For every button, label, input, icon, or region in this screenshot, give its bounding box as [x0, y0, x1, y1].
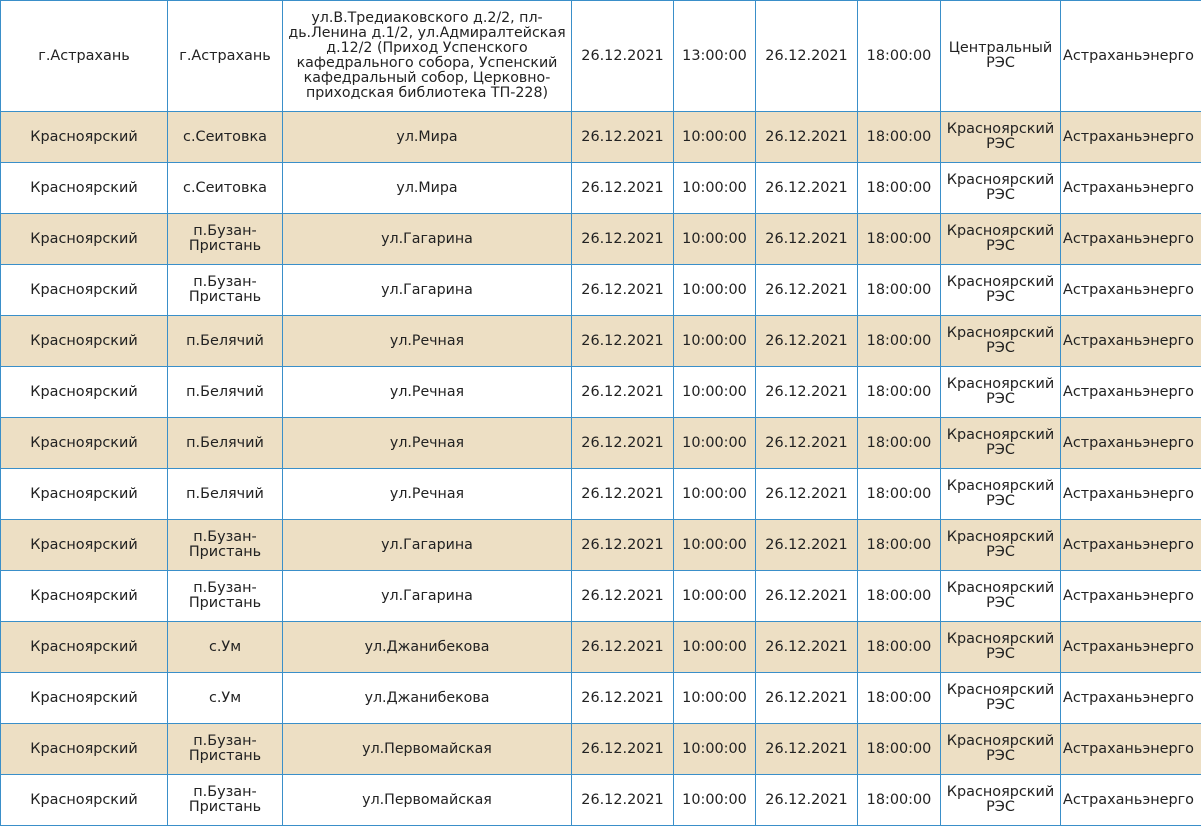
organization-cell: Астраханьэнерго: [1061, 622, 1201, 673]
locality-cell: п.Белячий: [168, 316, 283, 367]
start-date-cell: 26.12.2021: [572, 418, 674, 469]
res-cell: Центральный РЭС: [941, 1, 1061, 112]
end-date-cell: 26.12.2021: [756, 469, 858, 520]
res-cell: Красноярский РЭС: [941, 418, 1061, 469]
start-date-cell: 26.12.2021: [572, 214, 674, 265]
locality-cell: с.Сеитовка: [168, 163, 283, 214]
table-row: [1, 316, 1201, 367]
organization-cell: Астраханьэнерго: [1061, 112, 1201, 163]
end-time-cell: 18:00:00: [858, 316, 941, 367]
res-cell: Красноярский РЭС: [941, 469, 1061, 520]
end-time-cell: 18:00:00: [858, 622, 941, 673]
district-cell: Красноярский: [1, 724, 168, 775]
locality-cell: г.Астрахань: [168, 1, 283, 112]
start-time-cell: 10:00:00: [674, 265, 756, 316]
address-cell: ул.Гагарина: [283, 520, 572, 571]
start-time-cell: 10:00:00: [674, 775, 756, 826]
start-time-cell: 10:00:00: [674, 520, 756, 571]
end-date-cell: 26.12.2021: [756, 1, 858, 112]
res-cell: Красноярский РЭС: [941, 520, 1061, 571]
address-cell: ул.Первомайская: [283, 775, 572, 826]
start-date-cell: 26.12.2021: [572, 520, 674, 571]
address-cell: ул.Гагарина: [283, 214, 572, 265]
table-row: [1, 214, 1201, 265]
start-time-cell: 10:00:00: [674, 163, 756, 214]
locality-cell: п.Бузан-Пристань: [168, 214, 283, 265]
start-time-cell: 10:00:00: [674, 571, 756, 622]
locality-cell: с.Ум: [168, 673, 283, 724]
end-date-cell: 26.12.2021: [756, 622, 858, 673]
start-time-cell: 13:00:00: [674, 1, 756, 112]
start-time-cell: 10:00:00: [674, 367, 756, 418]
start-date-cell: 26.12.2021: [572, 724, 674, 775]
start-date-cell: 26.12.2021: [572, 112, 674, 163]
res-cell: Красноярский РЭС: [941, 724, 1061, 775]
res-cell: Красноярский РЭС: [941, 571, 1061, 622]
end-date-cell: 26.12.2021: [756, 265, 858, 316]
address-cell: ул.В.Тредиаковского д.2/2, пл-дь.Ленина д.1/2, ул.Адмиралтейская д.12/2 (Приход Успенского кафедрального собора, Успенский кафедральный собор, Церковно-приходская библиотека ТП-228): [283, 1, 572, 112]
organization-cell: Астраханьэнерго: [1061, 673, 1201, 724]
start-date-cell: 26.12.2021: [572, 622, 674, 673]
address-cell: ул.Речная: [283, 469, 572, 520]
table-row: [1, 673, 1201, 724]
end-date-cell: 26.12.2021: [756, 571, 858, 622]
table-row: [1, 469, 1201, 520]
district-cell: Красноярский: [1, 112, 168, 163]
end-date-cell: 26.12.2021: [756, 775, 858, 826]
res-cell: Красноярский РЭС: [941, 775, 1061, 826]
res-cell: Красноярский РЭС: [941, 265, 1061, 316]
end-time-cell: 18:00:00: [858, 571, 941, 622]
start-date-cell: 26.12.2021: [572, 367, 674, 418]
table-row: [1, 367, 1201, 418]
address-cell: ул.Гагарина: [283, 571, 572, 622]
table-row: [1, 775, 1201, 826]
district-cell: г.Астрахань: [1, 1, 168, 112]
res-cell: Красноярский РЭС: [941, 163, 1061, 214]
organization-cell: Астраханьэнерго: [1061, 316, 1201, 367]
start-date-cell: 26.12.2021: [572, 469, 674, 520]
organization-cell: Астраханьэнерго: [1061, 367, 1201, 418]
organization-cell: Астраханьэнерго: [1061, 214, 1201, 265]
district-cell: Красноярский: [1, 418, 168, 469]
locality-cell: п.Бузан-Пристань: [168, 775, 283, 826]
organization-cell: Астраханьэнерго: [1061, 1, 1201, 112]
district-cell: Красноярский: [1, 214, 168, 265]
organization-cell: Астраханьэнерго: [1061, 163, 1201, 214]
district-cell: Красноярский: [1, 775, 168, 826]
end-date-cell: 26.12.2021: [756, 367, 858, 418]
end-time-cell: 18:00:00: [858, 673, 941, 724]
end-time-cell: 18:00:00: [858, 163, 941, 214]
res-cell: Красноярский РЭС: [941, 214, 1061, 265]
address-cell: ул.Гагарина: [283, 265, 572, 316]
organization-cell: Астраханьэнерго: [1061, 571, 1201, 622]
organization-cell: Астраханьэнерго: [1061, 469, 1201, 520]
table-row: [1, 724, 1201, 775]
table-row: [1, 265, 1201, 316]
district-cell: Красноярский: [1, 520, 168, 571]
table-row: [1, 112, 1201, 163]
start-date-cell: 26.12.2021: [572, 1, 674, 112]
start-date-cell: 26.12.2021: [572, 265, 674, 316]
res-cell: Красноярский РЭС: [941, 622, 1061, 673]
address-cell: ул.Мира: [283, 163, 572, 214]
res-cell: Красноярский РЭС: [941, 673, 1061, 724]
locality-cell: с.Сеитовка: [168, 112, 283, 163]
locality-cell: п.Бузан-Пристань: [168, 265, 283, 316]
start-time-cell: 10:00:00: [674, 112, 756, 163]
start-time-cell: 10:00:00: [674, 214, 756, 265]
end-time-cell: 18:00:00: [858, 724, 941, 775]
end-time-cell: 18:00:00: [858, 367, 941, 418]
table-row: [1, 571, 1201, 622]
table-row: [1, 1, 1201, 112]
organization-cell: Астраханьэнерго: [1061, 775, 1201, 826]
organization-cell: Астраханьэнерго: [1061, 418, 1201, 469]
end-date-cell: 26.12.2021: [756, 214, 858, 265]
start-time-cell: 10:00:00: [674, 316, 756, 367]
district-cell: Красноярский: [1, 316, 168, 367]
locality-cell: п.Бузан-Пристань: [168, 520, 283, 571]
end-date-cell: 26.12.2021: [756, 112, 858, 163]
district-cell: Красноярский: [1, 673, 168, 724]
start-time-cell: 10:00:00: [674, 673, 756, 724]
end-date-cell: 26.12.2021: [756, 520, 858, 571]
table-row: [1, 520, 1201, 571]
locality-cell: п.Белячий: [168, 469, 283, 520]
locality-cell: п.Бузан-Пристань: [168, 724, 283, 775]
locality-cell: с.Ум: [168, 622, 283, 673]
start-date-cell: 26.12.2021: [572, 673, 674, 724]
district-cell: Красноярский: [1, 163, 168, 214]
organization-cell: Астраханьэнерго: [1061, 520, 1201, 571]
locality-cell: п.Белячий: [168, 367, 283, 418]
start-time-cell: 10:00:00: [674, 418, 756, 469]
district-cell: Красноярский: [1, 469, 168, 520]
address-cell: ул.Речная: [283, 418, 572, 469]
start-time-cell: 10:00:00: [674, 724, 756, 775]
start-date-cell: 26.12.2021: [572, 571, 674, 622]
organization-cell: Астраханьэнерго: [1061, 265, 1201, 316]
res-cell: Красноярский РЭС: [941, 367, 1061, 418]
table-row: [1, 622, 1201, 673]
res-cell: Красноярский РЭС: [941, 112, 1061, 163]
end-date-cell: 26.12.2021: [756, 418, 858, 469]
end-time-cell: 18:00:00: [858, 520, 941, 571]
start-date-cell: 26.12.2021: [572, 316, 674, 367]
address-cell: ул.Мира: [283, 112, 572, 163]
table-body: [1, 1, 1201, 826]
start-date-cell: 26.12.2021: [572, 163, 674, 214]
address-cell: ул.Речная: [283, 316, 572, 367]
end-date-cell: 26.12.2021: [756, 724, 858, 775]
organization-cell: Астраханьэнерго: [1061, 724, 1201, 775]
start-date-cell: 26.12.2021: [572, 775, 674, 826]
district-cell: Красноярский: [1, 265, 168, 316]
end-time-cell: 18:00:00: [858, 214, 941, 265]
district-cell: Красноярский: [1, 571, 168, 622]
res-cell: Красноярский РЭС: [941, 316, 1061, 367]
end-date-cell: 26.12.2021: [756, 316, 858, 367]
end-time-cell: 18:00:00: [858, 418, 941, 469]
end-date-cell: 26.12.2021: [756, 673, 858, 724]
address-cell: ул.Джанибекова: [283, 673, 572, 724]
end-time-cell: 18:00:00: [858, 469, 941, 520]
locality-cell: п.Белячий: [168, 418, 283, 469]
end-time-cell: 18:00:00: [858, 1, 941, 112]
district-cell: Красноярский: [1, 367, 168, 418]
address-cell: ул.Речная: [283, 367, 572, 418]
locality-cell: п.Бузан-Пристань: [168, 571, 283, 622]
end-time-cell: 18:00:00: [858, 112, 941, 163]
end-time-cell: 18:00:00: [858, 265, 941, 316]
district-cell: Красноярский: [1, 622, 168, 673]
start-time-cell: 10:00:00: [674, 469, 756, 520]
address-cell: ул.Джанибекова: [283, 622, 572, 673]
table-row: [1, 163, 1201, 214]
start-time-cell: 10:00:00: [674, 622, 756, 673]
address-cell: ул.Первомайская: [283, 724, 572, 775]
end-time-cell: 18:00:00: [858, 775, 941, 826]
table-row: [1, 418, 1201, 469]
end-date-cell: 26.12.2021: [756, 163, 858, 214]
